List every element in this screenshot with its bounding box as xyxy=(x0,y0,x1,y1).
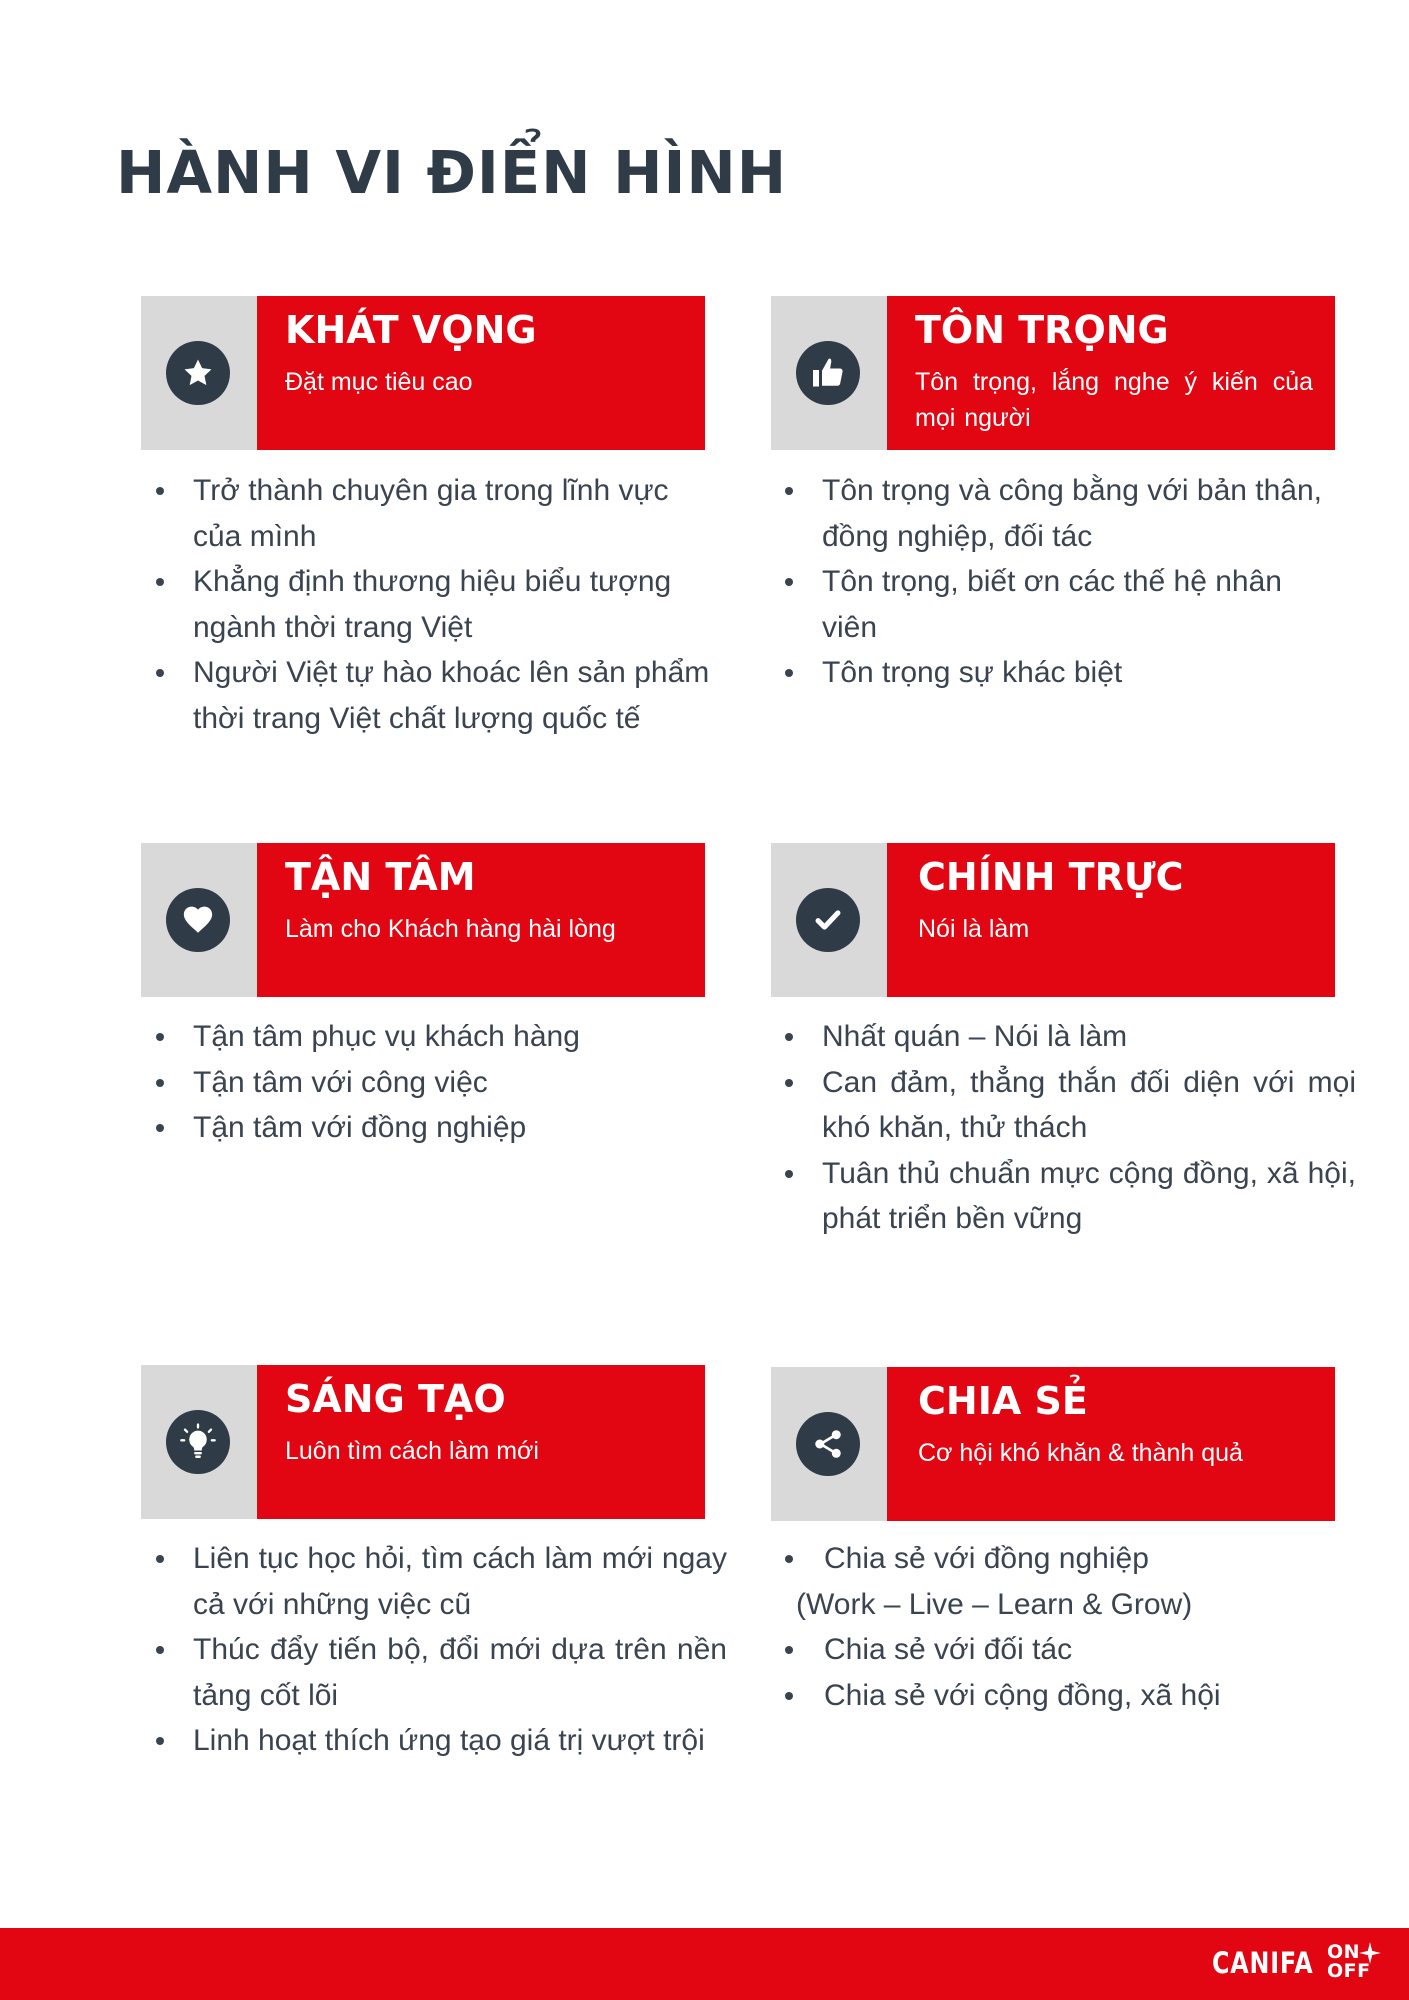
icon-box xyxy=(141,1365,257,1519)
list-item: Tôn trọng, biết ơn các thế hệ nhân viên xyxy=(784,559,1324,650)
list-item: Người Việt tự hào khoác lên sản phẩm thời trang Việt chất lượng quốc tế xyxy=(155,650,715,741)
card-subtitle: Nói là làm xyxy=(918,915,1030,943)
card-heading: KHÁT VỌNG xyxy=(285,308,537,352)
card-header xyxy=(257,843,705,997)
list-item: Tận tâm với đồng nghiệp xyxy=(155,1105,715,1151)
card-chia-se xyxy=(771,1367,1335,1521)
list-item: Thúc đẩy tiến bộ, đổi mới dựa trên nền tảng cốt lõi xyxy=(155,1627,727,1718)
list-item: Trở thành chuyên gia trong lĩnh vực của mình xyxy=(155,468,715,559)
card-subtitle: Luôn tìm cách làm mới xyxy=(285,1437,539,1465)
heart-icon xyxy=(166,888,230,952)
list-item: Tôn trọng sự khác biệt xyxy=(784,650,1324,696)
card-heading: CHIA SẺ xyxy=(918,1379,1088,1423)
icon-box xyxy=(141,296,257,450)
bullet-list-chia-se xyxy=(784,1536,1344,1718)
list-item: Chia sẻ với đối tác xyxy=(784,1627,1344,1673)
card-header xyxy=(887,843,1335,997)
card-khat-vong xyxy=(141,296,705,450)
list-item: Tận tâm phục vụ khách hàng xyxy=(155,1014,715,1060)
icon-box xyxy=(771,296,887,450)
logo-off-text: OFF xyxy=(1327,1960,1371,1982)
bullet-list-sang-tao xyxy=(155,1536,727,1764)
card-subtitle: Đặt mục tiêu cao xyxy=(285,368,473,396)
logo-on-text: ON xyxy=(1327,1941,1361,1963)
card-subtitle: Tôn trọng, lắng nghe ý kiến của mọi người xyxy=(915,368,1313,432)
bullet-list-chinh-truc xyxy=(784,1014,1356,1242)
card-header xyxy=(257,296,705,450)
checkmark-icon xyxy=(796,888,860,952)
card-chinh-truc xyxy=(771,843,1335,997)
list-item: Tận tâm với công việc xyxy=(155,1060,715,1106)
list-item: Chia sẻ với đồng nghiệp xyxy=(784,1536,1344,1582)
card-heading: TÔN TRỌNG xyxy=(915,308,1169,352)
plus-spark-icon xyxy=(1357,1940,1383,1966)
onoff-logo xyxy=(1327,1938,1383,1988)
card-subtitle: Cơ hội khó khăn & thành quả xyxy=(918,1439,1243,1467)
bullet-list-tan-tam xyxy=(155,1014,715,1151)
footer-bar xyxy=(0,1928,1409,2000)
icon-box xyxy=(771,843,887,997)
list-item: Tuân thủ chuẩn mực cộng đồng, xã hội, phát triển bền vững xyxy=(784,1151,1356,1242)
card-heading: SÁNG TẠO xyxy=(285,1377,506,1421)
card-ton-trong xyxy=(771,296,1335,450)
list-item: Khẳng định thương hiệu biểu tượng ngành thời trang Việt xyxy=(155,559,715,650)
lightbulb-icon xyxy=(166,1410,230,1474)
list-item: Can đảm, thẳng thắn đối diện với mọi khó khăn, thử thách xyxy=(784,1060,1356,1151)
card-tan-tam xyxy=(141,843,705,997)
bullet-list-ton-trong xyxy=(784,468,1324,696)
list-item-continuation: (Work – Live – Learn & Grow) xyxy=(796,1587,1193,1621)
list-item: Tôn trọng và công bằng với bản thân, đồng nghiệp, đối tác xyxy=(784,468,1324,559)
card-header xyxy=(887,296,1335,450)
list-item: Linh hoạt thích ứng tạo giá trị vượt trội xyxy=(155,1718,727,1764)
list-item: Chia sẻ với cộng đồng, xã hội xyxy=(784,1673,1344,1719)
list-item: Liên tục học hỏi, tìm cách làm mới ngay cả với những việc cũ xyxy=(155,1536,727,1627)
bullet-list-khat-vong xyxy=(155,468,715,741)
card-heading: CHÍNH TRỰC xyxy=(918,855,1184,899)
icon-box xyxy=(771,1367,887,1521)
list-item: Nhất quán – Nói là làm xyxy=(784,1014,1356,1060)
star-icon xyxy=(166,341,230,405)
page-title: HÀNH VI ĐIỂN HÌNH xyxy=(116,138,788,207)
thumbs-up-icon xyxy=(796,341,860,405)
card-sang-tao xyxy=(141,1365,705,1519)
card-header xyxy=(257,1365,705,1519)
card-header xyxy=(887,1367,1335,1521)
canifa-logo: CANIFA xyxy=(1212,1946,1314,1980)
card-subtitle: Làm cho Khách hàng hài lòng xyxy=(285,915,616,943)
icon-box xyxy=(141,843,257,997)
share-icon xyxy=(796,1412,860,1476)
card-heading: TẬN TÂM xyxy=(285,855,476,899)
